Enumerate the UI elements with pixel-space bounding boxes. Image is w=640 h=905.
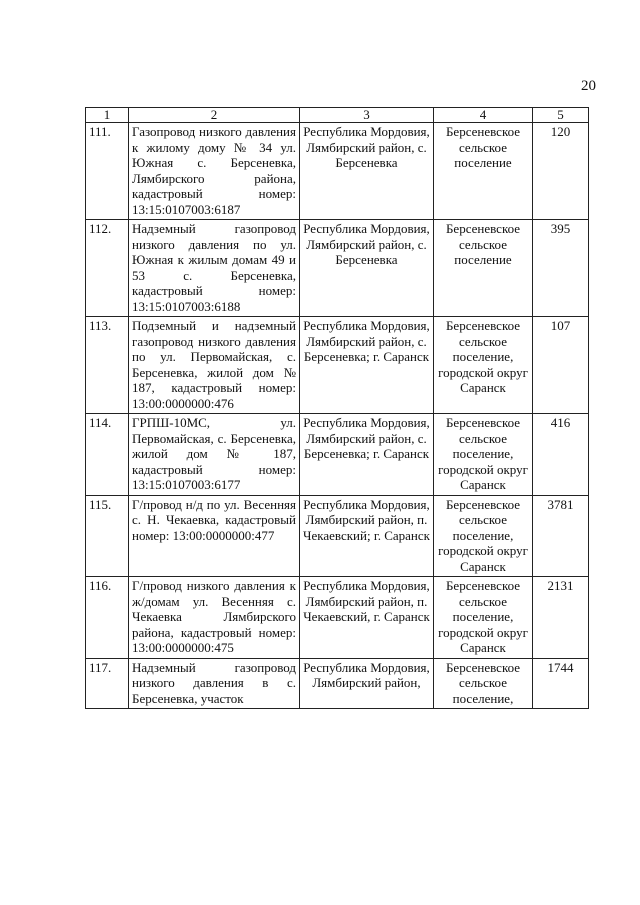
- table-row: [86, 658, 589, 709]
- column-header: 4: [434, 108, 533, 123]
- row-number: 117.: [86, 658, 129, 709]
- object-owner: Берсеневское сельское поселение,: [434, 658, 533, 709]
- table-row: [86, 577, 589, 659]
- table-row: [86, 414, 589, 496]
- header-row: [86, 108, 589, 123]
- object-length: 395: [533, 220, 589, 317]
- column-header: 1: [86, 108, 129, 123]
- objects-table: [85, 107, 589, 709]
- object-length: 107: [533, 317, 589, 414]
- object-length: 2131: [533, 577, 589, 659]
- object-location: Республика Мордовия, Лямбирский район, п. Чекаевский; г. Саранск: [300, 495, 434, 577]
- object-description: Г/провод низкого давления к ж/домам ул. Весенняя с. Чекаевка Лямбирского района, кадастровый номер: 13:00:0000000:475: [129, 577, 300, 659]
- object-description: Надземный газопровод низкого давления в с. Берсеневка, участок: [129, 658, 300, 709]
- object-location: Республика Мордовия, Лямбирский район, п. Чекаевский, г. Саранск: [300, 577, 434, 659]
- row-number: 113.: [86, 317, 129, 414]
- object-location: Республика Мордовия, Лямбирский район, с. Берсеневка; г. Саранск: [300, 317, 434, 414]
- row-number: 112.: [86, 220, 129, 317]
- object-length: 1744: [533, 658, 589, 709]
- page-number: 20: [581, 78, 596, 94]
- column-header: 3: [300, 108, 434, 123]
- object-owner: Берсеневское сельское поселение: [434, 220, 533, 317]
- table-row: [86, 495, 589, 577]
- object-length: 416: [533, 414, 589, 496]
- object-location: Республика Мордовия, Лямбирский район, с. Берсеневка: [300, 220, 434, 317]
- table-row: [86, 220, 589, 317]
- object-location: Республика Мордовия, Лямбирский район, с. Берсеневка; г. Саранск: [300, 414, 434, 496]
- object-length: 3781: [533, 495, 589, 577]
- row-number: 114.: [86, 414, 129, 496]
- object-owner: Берсеневское сельское поселение: [434, 123, 533, 220]
- column-header: 5: [533, 108, 589, 123]
- object-description: Г/провод н/д по ул. Весенняя с. Н. Чекаевка, кадастровый номер: 13:00:0000000:477: [129, 495, 300, 577]
- object-description: Надземный газопровод низкого давления по ул. Южная к жилым домам 49 и 53 с. Берсеневка, кадастровый номер: 13:15:0107003:6188: [129, 220, 300, 317]
- object-location: Республика Мордовия, Лямбирский район, с. Берсеневка: [300, 123, 434, 220]
- object-description: Газопровод низкого давления к жилому дому № 34 ул. Южная с. Берсеневка, Лямбирского района, кадастровый номер: 13:15:0107003:6187: [129, 123, 300, 220]
- row-number: 116.: [86, 577, 129, 659]
- row-number: 115.: [86, 495, 129, 577]
- row-number: 111.: [86, 123, 129, 220]
- object-owner: Берсеневское сельское поселение, городской округ Саранск: [434, 495, 533, 577]
- object-owner: Берсеневское сельское поселение, городской округ Саранск: [434, 317, 533, 414]
- object-owner: Берсеневское сельское поселение, городской округ Саранск: [434, 577, 533, 659]
- object-description: Подземный и надземный газопровод низкого давления по ул. Первомайская, с. Берсеневка, жилой дом № 187, кадастровый номер: 13:00:0000000:476: [129, 317, 300, 414]
- table-row: [86, 123, 589, 220]
- object-description: ГРПШ-10МС, ул. Первомайская, с. Берсеневка, жилой дом № 187, кадастровый номер: 13:15:0107003:6177: [129, 414, 300, 496]
- object-owner: Берсеневское сельское поселение, городской округ Саранск: [434, 414, 533, 496]
- object-location: Республика Мордовия, Лямбирский район,: [300, 658, 434, 709]
- table-row: [86, 317, 589, 414]
- column-header: 2: [129, 108, 300, 123]
- object-length: 120: [533, 123, 589, 220]
